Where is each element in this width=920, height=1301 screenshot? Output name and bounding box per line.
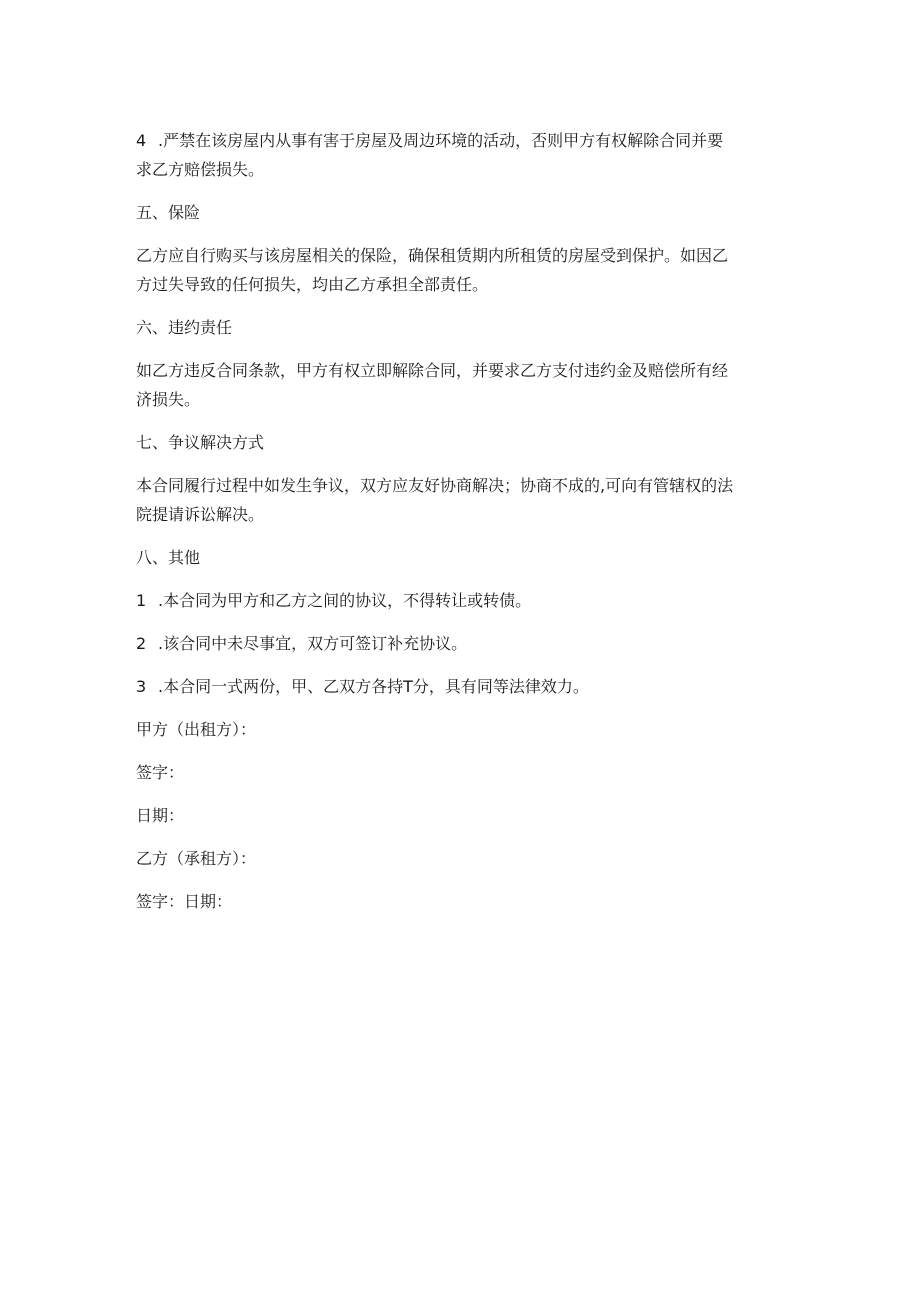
- section-breach-body: [136, 356, 776, 414]
- section-breach-heading: 六、违约责任: [136, 318, 233, 337]
- party-a-date: 日期：: [136, 806, 185, 825]
- clause-4-text-1: .严禁在该房屋内从事有害于房屋及周边环境的活动，否则甲方有权解除合同并要: [158, 131, 724, 150]
- other-item-2: [136, 629, 776, 658]
- other-item-3-text: .本合同一式两份，甲、乙双方各持T分，具有同等法律效力。: [158, 677, 589, 696]
- insurance-line-1: 乙方应自行购买与该房屋相关的保险，确保租赁期内所租赁的房屋受到保护。如因乙: [136, 246, 729, 265]
- other-item-2-number: 2: [136, 634, 147, 653]
- other-item-2-text: .该合同中未尽事宜，双方可签订补充协议。: [158, 634, 468, 653]
- other-item-3: [136, 672, 776, 701]
- other-item-1: [136, 586, 776, 615]
- other-item-1-text: .本合同为甲方和乙方之间的协议，不得转让或转债。: [158, 591, 532, 610]
- section-other-heading: 八、其他: [136, 548, 201, 567]
- clause-4-number: 4: [136, 131, 147, 150]
- dispute-line-2: 院提请诉讼解决。: [136, 505, 265, 524]
- section-insurance-body: [136, 241, 776, 299]
- party-a-label: 甲方（出租方）：: [136, 720, 257, 739]
- party-b-signature-date: 签字：日期：: [136, 892, 233, 911]
- section-dispute-body: [136, 471, 776, 529]
- party-b-label: 乙方（承租方）：: [136, 849, 257, 868]
- dispute-line-1: 本合同履行过程中如发生争议，双方应友好协商解决；协商不成的,可向有管辖权的法: [136, 476, 734, 495]
- section-insurance-heading: 五、保险: [136, 203, 201, 222]
- other-item-3-number: 3: [136, 677, 147, 696]
- party-a-signature: 签字：: [136, 763, 185, 782]
- insurance-line-2: 方过失导致的任何损失，均由乙方承担全部责任。: [136, 275, 489, 294]
- clause-4-line-1: [136, 126, 776, 155]
- clause-4-line-2: 求乙方赔偿损失。: [136, 160, 265, 179]
- other-item-1-number: 1: [136, 591, 147, 610]
- breach-line-1: 如乙方违反合同条款，甲方有权立即解除合同，并要求乙方支付违约金及赔偿所有经: [136, 361, 729, 380]
- breach-line-2: 济损失。: [136, 390, 201, 409]
- contract-page: [136, 126, 776, 930]
- section-dispute-heading: 七、争议解决方式: [136, 433, 265, 452]
- clause-4: [136, 126, 776, 184]
